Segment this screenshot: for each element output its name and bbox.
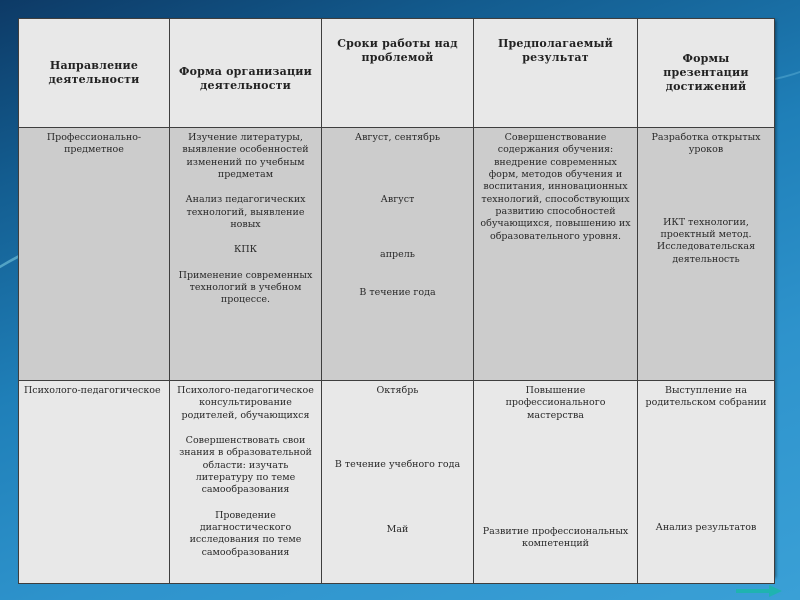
table-row xyxy=(19,128,775,381)
result-item: Совершенствование содержания обучения: внедрение современных форм, методов обучения и воспитания, инновационных технологий, способствующих развитию способностей обучающихся, повышению их образовательного уровня. xyxy=(480,132,631,242)
cell-terms xyxy=(322,381,474,584)
form-item: Психолого-педагогическое консультирование родителей, обучающихся xyxy=(177,385,314,421)
term-item: Октябрь xyxy=(376,385,419,396)
term-item: Август xyxy=(380,194,415,206)
form-item: Изучение литературы, выявление особенностей изменений по учебным предметам xyxy=(182,132,309,181)
term-item: Май xyxy=(386,523,409,535)
cell-direction xyxy=(19,381,170,584)
result-item: Развитие профессиональных компетенций xyxy=(482,526,629,550)
header-result: Предполагаемый результат xyxy=(474,19,638,128)
presentation-item: Анализ результатов xyxy=(655,521,757,533)
form-item: Проведение диагностического исследования по теме самообразования xyxy=(189,509,302,558)
cell-terms xyxy=(322,128,474,381)
header-terms: Сроки работы над проблемой xyxy=(322,19,474,128)
cell-forms xyxy=(170,128,322,381)
form-item: Применение современных технологий в учебном процессе. xyxy=(178,269,313,306)
cell-direction xyxy=(19,128,170,381)
direction-text: Профессионально-предметное xyxy=(46,132,142,156)
form-item: КПК xyxy=(234,244,257,256)
term-item: апрель xyxy=(380,248,415,260)
direction-text: Психолого-педагогическое xyxy=(24,385,161,396)
self-education-plan-table xyxy=(18,18,775,584)
arrow-right-icon[interactable] xyxy=(736,585,782,597)
term-item: В течение учебного года xyxy=(334,459,461,471)
cell-forms xyxy=(170,381,322,584)
form-item: Анализ педагогических технологий, выявление новых xyxy=(185,194,306,231)
presentation-item: Выступление на родительском собрании xyxy=(645,385,767,409)
cell-results xyxy=(474,381,638,584)
header-form: Форма организации деятельности xyxy=(170,19,322,128)
result-item: Повышение профессионального мастерства xyxy=(505,385,606,421)
presentation-item: ИКТ технологии, проектный метод. Исследовательская деятельность xyxy=(656,216,756,265)
term-item: В течение года xyxy=(359,287,436,299)
header-presentation: Формы презентации достижений xyxy=(638,19,775,128)
header-direction: Направление деятельности xyxy=(19,19,170,128)
table-header-row xyxy=(19,19,775,128)
cell-results xyxy=(474,128,638,381)
form-item: Совершенствовать свои знания в образовательной области: изучать литературу по теме самообразования xyxy=(179,435,312,496)
term-item: Август, сентябрь xyxy=(354,132,441,143)
cell-presentations xyxy=(638,128,775,381)
presentation-item: Разработка открытых уроков xyxy=(651,132,761,156)
table-row xyxy=(19,381,775,584)
self-education-plan-table-container xyxy=(18,18,774,576)
cell-presentations xyxy=(638,381,775,584)
